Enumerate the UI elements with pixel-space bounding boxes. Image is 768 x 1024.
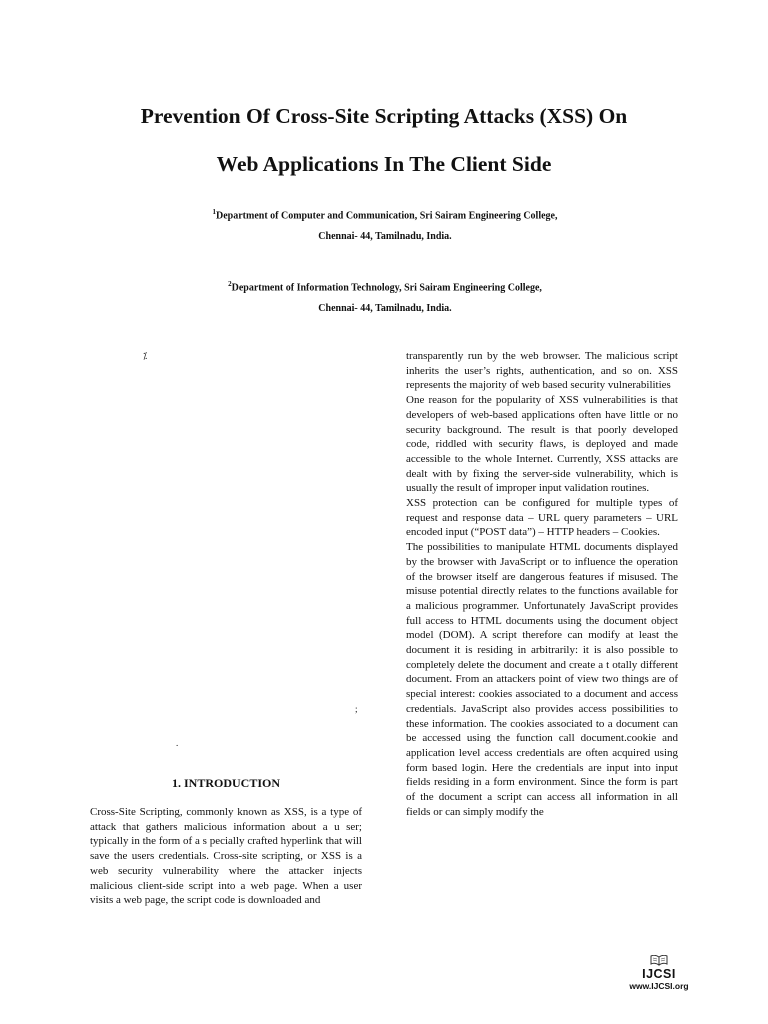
logo-name: IJCSI [642, 967, 676, 981]
affiliation-1 [90, 202, 680, 247]
affiliation-2-marker: 2 [228, 280, 232, 288]
right-column [406, 349, 678, 820]
logo-url: www.IJCSI.org [629, 981, 689, 991]
right-paragraph-3: XSS protection can be configured for multiple types of request and response data – URL query parameters – URL encoded input (“POST data”) – HTTP headers – Cookies. [406, 497, 678, 539]
left-paragraph-1: Cross-Site Scripting, commonly known as XSS, is a type of attack that gathers malicious information about a u ser; typically in the form of a s pecially crafted hyperlink that will save the users credentials. Cross-site scripting, or XSS is a web security vulnerability where the attacker injects malicious client-side script into a web page. When a user visits a web page, the script code is downloaded and [90, 806, 362, 907]
stray-dot-mark: . [176, 738, 179, 748]
stray-semicolon-mark: ; [355, 704, 358, 714]
ijcsi-logo [614, 955, 704, 992]
stray-star-mark: ⁒ [143, 351, 148, 361]
title-line-1: Prevention Of Cross-Site Scripting Attacks (XSS) On [140, 104, 628, 128]
right-paragraph-2: One reason for the popularity of XSS vulnerabilities is that developers of web-based applications often have little or no security background. The result is that poorly developed code, riddled with security flaws, is deployed and made accessible to the whole Internet. Currently, XSS attacks are dealt with by fixing the server-side vulnerability, which is usually the result of improper input validation routines. [406, 394, 678, 495]
affiliation-1-marker: 1 [212, 208, 217, 216]
left-column [90, 805, 362, 908]
affiliation-1-line-2: Chennai- 44, Tamilnadu, India. [318, 231, 452, 243]
open-book-icon [650, 955, 668, 966]
right-paragraph-1: transparently run by the web browser. The malicious script inherits the user’s rights, authentication, and so on. XSS represents the majority of web based security vulnerabilities [406, 350, 678, 392]
section-heading-introduction: 1. INTRODUCTION [171, 776, 280, 790]
affiliation-2-line-1: Department of Information Technology, Sri Sairam Engineering College, [231, 282, 542, 294]
title-line-2: Web Applications In The Client Side [216, 152, 552, 176]
affiliation-1-line-1: Department of Computer and Communication, Sri Sairam Engineering College, [216, 210, 558, 222]
affiliation-2 [90, 274, 680, 319]
paper-title [40, 92, 728, 188]
right-paragraph-4: The possibilities to manipulate HTML documents displayed by the browser with JavaScript or to influence the operation of the browser itself are dangerous features if misused. The misuse potential directly relates to the functions available for a malicious programmer. Unfortunately JavaScript provides full access to HTML documents using the document object model (DOM). A script therefore can modify at least the document it is residing in arbitrarily: it is also possible to completely delete the document and create a t otally different document. From an attackers point of view two things are of special interest: cookies associated to a document and access credentials. JavaScript also provides access possibilities to these information. The cookies associated to a document can be accessed using the function call document.cookie and application level access credentials are often acquired using form based login. Here the credentials are input into input fields residing in a form environment. Since the form is part of the document a script can access all information in all fields or can simply modify the [406, 541, 678, 818]
affiliation-2-line-2: Chennai- 44, Tamilnadu, India. [318, 303, 452, 315]
